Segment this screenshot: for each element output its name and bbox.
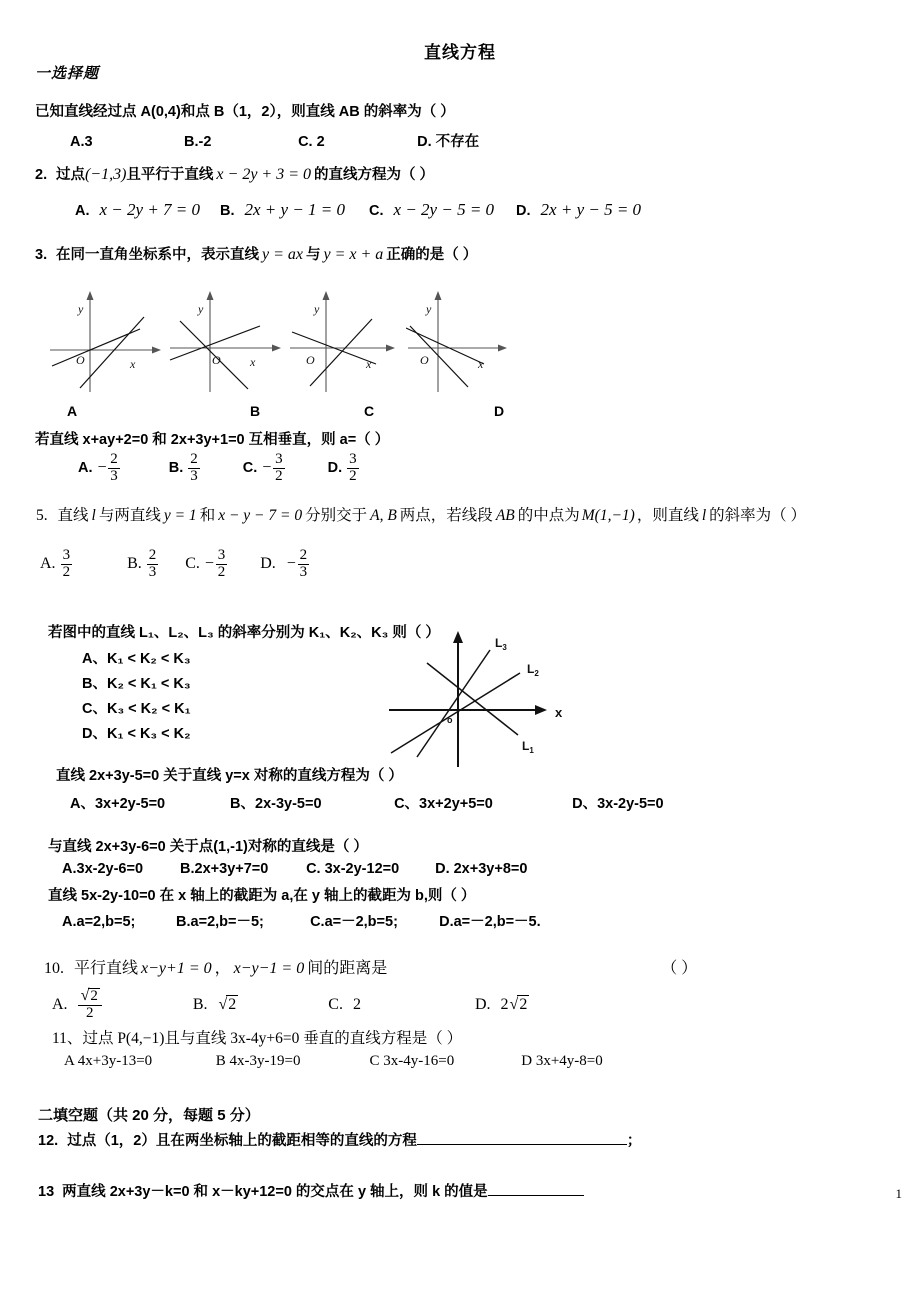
q3-graph-b-svg — [168, 288, 288, 398]
q6-option-b[interactable]: B、K₂ < K₁ < K₃ — [82, 676, 191, 692]
q2-option-d-expr[interactable]: 2x + y − 5 = 0 — [540, 200, 642, 219]
question-4-options — [78, 452, 360, 485]
q2-option-a-expr[interactable]: x − 2y + 7 = 0 — [99, 200, 201, 219]
q3-equation-2: y = x + a — [323, 246, 384, 263]
q4-option-a[interactable]: A. − $\frac{2}{3}$ — [78, 451, 118, 484]
question-3-stem — [35, 243, 477, 264]
q11-option-d[interactable]: D 3x+4y-8=0 — [521, 1053, 603, 1069]
q3-equation-1: y = ax — [261, 246, 303, 263]
q5-option-b[interactable]: B. $\frac{2}{3}$ — [127, 547, 157, 580]
question-1-stem: 已知直线经过点 A(0,4)和点 B（1，2），则直线 AB 的斜率为（ ） — [35, 104, 455, 120]
q6-figure — [385, 625, 585, 770]
q9-option-b[interactable]: B.a=2,b=－5; — [176, 914, 264, 930]
q2-option-d-label[interactable]: D. — [516, 203, 531, 219]
question-10-options — [52, 988, 529, 1022]
svg-text:O: O — [306, 353, 315, 367]
q3-figure-b — [168, 288, 288, 398]
q9-option-c[interactable]: C.a=－2,b=5; — [310, 914, 398, 930]
q3-figure-c — [288, 288, 408, 398]
q2-stem-post: 的直线方程为（ ） — [314, 167, 435, 183]
q2-stem-pre: 过点 — [55, 167, 85, 183]
q13-number: 13 — [38, 1184, 55, 1200]
q3-figure-label-c: C — [364, 403, 375, 419]
q7-option-b[interactable]: B、2x-3y-5=0 — [230, 796, 322, 812]
svg-text:L3: $L_3$ — [495, 636, 507, 652]
q2-number: 2. — [35, 167, 48, 183]
question-9-stem: 直线 5x-2y-10=0 在 x 轴上的截距为 a,在 y 轴上的截距为 b,则（ ） — [48, 888, 476, 904]
q2-point: (−1,3) — [84, 166, 127, 183]
svg-text:O: O — [212, 353, 221, 367]
page-number: 1 — [895, 1186, 902, 1201]
q3-stem-mid: 与 — [305, 247, 321, 263]
question-7-options — [70, 792, 664, 813]
svg-text:o: o — [447, 715, 453, 725]
svg-text:y: y — [314, 302, 320, 316]
svg-text:L1: $L_1$ — [522, 739, 534, 755]
question-10-stem: 10. 平行直线 x−y+1 = 0 ， x−y−1 = 0 间的距离是 （ ） — [44, 960, 698, 977]
question-5-stem: 5. 直线 l 与两直线 y = 1 和 x − y − 7 = 0 分别交于 A, B 两点，若线段 AB 的中点为 M(1,−1) ，则直线 l 的斜率为（ ） — [36, 507, 807, 524]
q3-figure-label-b: B — [250, 403, 261, 419]
q7-option-c[interactable]: C、3x+2y+5=0 — [394, 796, 493, 812]
q12-answer-blank[interactable] — [417, 1131, 627, 1145]
q4-option-b[interactable]: B. $\frac{2}{3}$ — [168, 451, 198, 484]
q8-option-b[interactable]: B.2x+3y+7=0 — [180, 861, 269, 877]
q2-equation: x − 2y + 3 = 0 — [216, 166, 312, 183]
svg-text:x: x — [555, 705, 563, 720]
question-6-stem: 若图中的直线 L₁、L₂、L₃ 的斜率分别为 K₁、K₂、K₃ 则（ ） — [48, 625, 440, 641]
svg-text:y: y — [78, 302, 84, 316]
q3-figure-label-d: D — [494, 403, 505, 419]
q2-option-b-label[interactable]: B. — [220, 203, 235, 219]
q11-option-a[interactable]: A 4x+3y-13=0 — [64, 1053, 153, 1069]
q13-answer-blank[interactable] — [488, 1182, 584, 1196]
q1-option-c[interactable]: C. 2 — [298, 134, 325, 150]
svg-text:x: x — [130, 357, 136, 371]
q2-option-b-expr[interactable]: 2x + y − 1 = 0 — [244, 200, 346, 219]
question-5-options — [40, 548, 310, 581]
question-12-stem: 12. 过点（1，2）且在两坐标轴上的截距相等的直线的方程 ； — [38, 1133, 642, 1149]
q7-option-a[interactable]: A、3x+2y-5=0 — [70, 796, 166, 812]
q10-option-b[interactable]: B. √2 — [192, 995, 237, 1013]
q10-option-a[interactable]: A. $\frac{√2}{2}$ — [52, 996, 107, 1013]
q3-graph-a-svg — [48, 288, 168, 398]
q5-number: 5. — [36, 507, 48, 524]
q9-option-d[interactable]: D.a=－2,b=－5. — [439, 914, 541, 930]
svg-text:y: y — [198, 302, 204, 316]
q8-option-c[interactable]: C. 3x-2y-12=0 — [306, 861, 400, 877]
q1-option-b[interactable]: B.-2 — [184, 134, 212, 150]
q3-graph-d-svg — [406, 288, 526, 398]
q9-option-a[interactable]: A.a=2,b=5; — [62, 914, 136, 930]
question-9-options — [62, 910, 541, 931]
svg-text:O: O — [76, 353, 85, 367]
q8-option-a[interactable]: A.3x-2y-6=0 — [62, 861, 144, 877]
question-13-stem: 13 两直线 2x+3y－k=0 和 x－ky+12=0 的交点在 y 轴上，则 k 的值是 — [38, 1180, 584, 1201]
question-7-stem: 直线 2x+3y-5=0 关于直线 y=x 对称的直线方程为（ ） — [56, 768, 403, 784]
q3-number: 3. — [35, 247, 48, 263]
q10-answer-bracket[interactable]: （ ） — [661, 960, 698, 977]
q2-option-c-expr[interactable]: x − 2y − 5 = 0 — [393, 200, 495, 219]
svg-text:O: O — [420, 353, 429, 367]
svg-text:L2: $L_2$ — [527, 662, 539, 678]
q10-option-d[interactable]: D. 2√2 — [474, 995, 528, 1013]
svg-text:x: x — [366, 357, 372, 371]
q4-option-d[interactable]: D. $\frac{3}{2}$ — [327, 451, 357, 484]
question-2-stem — [35, 163, 434, 184]
q5-option-c[interactable]: C. − $\frac{3}{2}$ — [185, 547, 226, 580]
page-title: 直线方程 — [424, 43, 496, 62]
q12-number: 12. — [38, 1133, 59, 1149]
q6-option-c[interactable]: C、K₃ < K₂ < K₁ — [82, 701, 191, 717]
q6-option-a[interactable]: A、K₁ < K₂ < K₃ — [82, 651, 191, 667]
q10-option-c[interactable]: C. 2 — [328, 995, 361, 1013]
q2-option-c-label[interactable]: C. — [369, 203, 384, 219]
q5-option-a[interactable]: A. $\frac{3}{2}$ — [40, 547, 71, 580]
svg-text:x: x — [478, 357, 484, 371]
question-4-stem: 若直线 x+ay+2=0 和 2x+3y+1=0 互相垂直，则 a=（ ） — [35, 432, 390, 448]
q3-graph-c-svg — [288, 288, 408, 398]
question-8-stem: 与直线 2x+3y-6=0 关于点(1,-1)对称的直线是（ ） — [48, 839, 368, 855]
q2-option-a-label[interactable]: A. — [75, 203, 90, 219]
q3-stem-post: 正确的是（ ） — [386, 247, 478, 263]
q5-option-d[interactable]: D. − $\frac{2}{3}$ — [260, 547, 308, 580]
question-8-options — [62, 861, 527, 877]
q7-option-d[interactable]: D、3x-2y-5=0 — [572, 796, 664, 812]
q10-number: 10. — [44, 960, 64, 977]
question-2-options — [75, 200, 641, 220]
svg-text:y: y — [426, 302, 432, 316]
q6-option-d[interactable]: D、K₁ < K₃ < K₂ — [82, 726, 191, 742]
q3-stem-pre: 在同一直角坐标系中，表示直线 — [55, 247, 259, 263]
section-heading-choice: 一选择题 — [35, 65, 100, 82]
q3-figure-d — [406, 288, 526, 398]
q11-option-c[interactable]: C 3x-4y-16=0 — [369, 1053, 455, 1069]
svg-text:x: x — [250, 355, 256, 369]
q1-option-a[interactable]: A.3 — [70, 134, 93, 150]
question-1-options — [70, 130, 479, 151]
question-11-options — [64, 1053, 603, 1070]
q6-graph-svg — [385, 625, 585, 770]
section-heading-fill: 二填空题（共 20 分，每题 5 分） — [38, 1107, 260, 1124]
q4-option-c[interactable]: C. − $\frac{3}{2}$ — [242, 451, 283, 484]
q8-option-d[interactable]: D. 2x+3y+8=0 — [435, 861, 528, 877]
question-11-stem: 11、过点 P(4,−1)且与直线 3x-4y+6=0 垂直的直线方程是（ ） — [52, 1030, 463, 1047]
q11-option-b[interactable]: B 4x-3y-19=0 — [215, 1053, 301, 1069]
q3-figure-a — [48, 288, 168, 398]
q3-figure-label-a: A — [67, 403, 78, 419]
q1-option-d[interactable]: D. 不存在 — [417, 134, 480, 150]
q11-number: 11、 — [52, 1030, 83, 1047]
q2-stem-mid: 且平行于直线 — [126, 167, 214, 183]
